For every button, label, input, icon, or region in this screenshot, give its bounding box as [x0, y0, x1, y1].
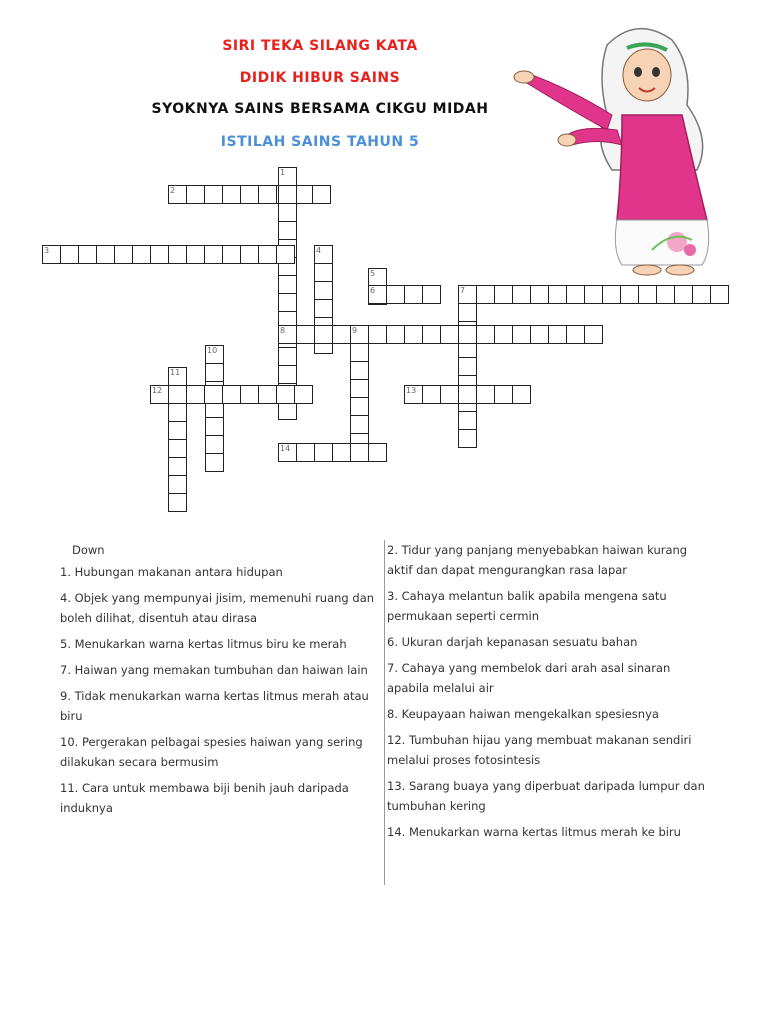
down-clues: [60, 540, 380, 824]
topic-title: ISTILAH SAINS TAHUN 5: [220, 134, 420, 150]
crossword-cell[interactable]: [314, 325, 333, 344]
across-clue: 2. Tidur yang panjang menyebabkan haiwan kurang aktif dan dapat mengurangkan rasa lapar: [387, 543, 688, 577]
crossword-cell[interactable]: [278, 443, 297, 462]
crossword-cell[interactable]: [168, 421, 187, 440]
crossword-cell[interactable]: [476, 385, 495, 404]
crossword-cell[interactable]: [458, 303, 477, 322]
crossword-cell[interactable]: [458, 411, 477, 430]
crossword-cell[interactable]: [204, 245, 223, 264]
crossword-cell[interactable]: [240, 245, 259, 264]
crossword-cell[interactable]: [656, 285, 675, 304]
crossword-cell[interactable]: [530, 325, 549, 344]
clue-number: 12: [152, 386, 163, 395]
clues-section: [0, 540, 768, 900]
crossword-cell[interactable]: [96, 245, 115, 264]
crossword-cell[interactable]: [710, 285, 729, 304]
crossword-cell[interactable]: [512, 285, 531, 304]
crossword-cell[interactable]: [530, 285, 549, 304]
crossword-cell[interactable]: [422, 285, 441, 304]
down-clue: 10. Pergerakan pelbagai spesies haiwan yang sering dilakukan secara bermusim: [60, 735, 363, 769]
crossword-cell[interactable]: [440, 385, 459, 404]
crossword-cell[interactable]: [314, 281, 333, 300]
crossword-cell[interactable]: [205, 363, 224, 382]
crossword-cell[interactable]: [584, 285, 603, 304]
clue-number: 5: [370, 269, 376, 278]
crossword-cell[interactable]: [296, 443, 315, 462]
crossword-cell[interactable]: [205, 417, 224, 436]
crossword-cell[interactable]: [314, 299, 333, 318]
down-clue: 4. Objek yang mempunyai jisim, memenuhi ruang dan boleh dilihat, disentuh atau dirasa: [60, 591, 375, 625]
crossword-cell[interactable]: [205, 435, 224, 454]
crossword-cell[interactable]: [222, 245, 241, 264]
crossword-cell[interactable]: [476, 285, 495, 304]
clue-number: 9: [352, 326, 358, 335]
crossword-cell[interactable]: [422, 325, 441, 344]
crossword-cell[interactable]: [548, 325, 567, 344]
across-clue: 3. Cahaya melantun balik apabila mengena satu permukaan seperti cermin: [387, 589, 667, 623]
crossword-cell[interactable]: [332, 325, 351, 344]
crossword-cell[interactable]: [278, 293, 297, 312]
clue-number: 14: [280, 444, 291, 453]
crossword-cell[interactable]: [386, 285, 405, 304]
crossword-cell[interactable]: [458, 429, 477, 448]
clue-number: 13: [406, 386, 417, 395]
crossword-cell[interactable]: [42, 245, 61, 264]
down-clue: 7. Haiwan yang memakan tumbuhan dan haiwan lain: [60, 663, 368, 677]
crossword-cell[interactable]: [368, 443, 387, 462]
crossword-cell[interactable]: [512, 385, 531, 404]
clue-number: 7: [460, 286, 466, 295]
crossword-cell[interactable]: [440, 325, 459, 344]
crossword-cell[interactable]: [314, 263, 333, 282]
clue-number: 2: [170, 186, 176, 195]
crossword-cell[interactable]: [132, 245, 151, 264]
crossword-cell[interactable]: [350, 343, 369, 362]
down-clue: 5. Menukarkan warna kertas litmus biru ke merah: [60, 637, 347, 651]
crossword-cell[interactable]: [278, 167, 297, 186]
clue-number: 1: [280, 168, 286, 177]
crossword-cell[interactable]: [222, 385, 241, 404]
crossword-cell[interactable]: [168, 185, 187, 204]
across-clue: 7. Cahaya yang membelok dari arah asal sinaran apabila melalui air: [387, 661, 671, 695]
crossword-cell[interactable]: [276, 245, 295, 264]
crossword-cell[interactable]: [205, 453, 224, 472]
crossword-cell[interactable]: [168, 439, 187, 458]
across-clue: 6. Ukuran darjah kepanasan sesuatu bahan: [387, 635, 638, 649]
crossword-cell[interactable]: [278, 203, 297, 222]
teacher-title: SYOKNYA SAINS BERSAMA CIKGU MIDAH: [151, 101, 489, 117]
down-heading: Down: [72, 543, 105, 557]
column-divider: [384, 540, 385, 885]
crossword-cell[interactable]: [566, 325, 585, 344]
clue-number: 3: [44, 246, 50, 255]
crossword-cell[interactable]: [278, 185, 297, 204]
clue-number: 6: [370, 286, 376, 295]
clue-number: 10: [207, 346, 218, 355]
down-clue: 11. Cara untuk membawa biji benih jauh daripada induknya: [60, 781, 349, 815]
crossword-cell[interactable]: [350, 415, 369, 434]
crossword-cell[interactable]: [278, 347, 297, 366]
crossword-cell[interactable]: [186, 185, 205, 204]
crossword-cell[interactable]: [638, 285, 657, 304]
crossword-cell[interactable]: [332, 443, 351, 462]
crossword-cell[interactable]: [368, 325, 387, 344]
crossword-cell[interactable]: [368, 285, 387, 304]
crossword-cell[interactable]: [222, 185, 241, 204]
crossword-cell[interactable]: [476, 325, 495, 344]
crossword-cell[interactable]: [620, 285, 639, 304]
crossword-cell[interactable]: [168, 475, 187, 494]
crossword-cell[interactable]: [204, 185, 223, 204]
crossword-cell[interactable]: [60, 245, 79, 264]
crossword-cell[interactable]: [350, 443, 369, 462]
crossword-cell[interactable]: [404, 385, 423, 404]
crossword-cell[interactable]: [240, 385, 259, 404]
crossword-cell[interactable]: [422, 385, 441, 404]
crossword-cell[interactable]: [494, 325, 513, 344]
crossword-cell[interactable]: [674, 285, 693, 304]
crossword-cell[interactable]: [458, 325, 477, 344]
crossword-cell[interactable]: [258, 385, 277, 404]
crossword-cell[interactable]: [168, 385, 187, 404]
crossword-cell[interactable]: [150, 385, 169, 404]
crossword-cell[interactable]: [78, 245, 97, 264]
crossword-cell[interactable]: [458, 285, 477, 304]
crossword-cell[interactable]: [566, 285, 585, 304]
crossword-cell[interactable]: [240, 185, 259, 204]
crossword-cell[interactable]: [350, 361, 369, 380]
crossword-cell[interactable]: [314, 443, 333, 462]
crossword-cell[interactable]: [404, 285, 423, 304]
crossword-cell[interactable]: [512, 325, 531, 344]
across-clue: 8. Keupayaan haiwan mengekalkan spesiesnya: [387, 707, 659, 721]
crossword-cell[interactable]: [276, 385, 295, 404]
crossword-cell[interactable]: [350, 325, 369, 344]
crossword-cell[interactable]: [548, 285, 567, 304]
crossword-cell[interactable]: [278, 221, 297, 240]
crossword-cell[interactable]: [458, 357, 477, 376]
crossword-cell[interactable]: [258, 185, 277, 204]
crossword-cell[interactable]: [186, 385, 205, 404]
crossword-cell[interactable]: [278, 365, 297, 384]
crossword-cell[interactable]: [494, 285, 513, 304]
crossword-cell[interactable]: [168, 367, 187, 386]
across-clue: 14. Menukarkan warna kertas litmus merah ke biru: [387, 825, 681, 839]
crossword-cell[interactable]: [584, 325, 603, 344]
clue-number: 8: [280, 326, 286, 335]
crossword-cell[interactable]: [458, 385, 477, 404]
across-clue: 13. Sarang buaya yang diperbuat daripada lumpur dan tumbuhan kering: [387, 779, 705, 813]
clue-number: 4: [316, 246, 322, 255]
crossword-cell[interactable]: [692, 285, 711, 304]
crossword-cell[interactable]: [168, 245, 187, 264]
crossword-cell[interactable]: [278, 275, 297, 294]
across-clues: [387, 540, 707, 848]
crossword-cell[interactable]: [258, 245, 277, 264]
crossword-cell[interactable]: [168, 457, 187, 476]
down-clue: 9. Tidak menukarkan warna kertas litmus merah atau biru: [60, 689, 369, 723]
teacher-illustration: [512, 20, 742, 280]
crossword-cell[interactable]: [204, 385, 223, 404]
crossword-cell[interactable]: [350, 397, 369, 416]
crossword-cell[interactable]: [494, 385, 513, 404]
crossword-cell[interactable]: [312, 185, 331, 204]
crossword-cell[interactable]: [278, 325, 297, 344]
series-subtitle: DIDIK HIBUR SAINS: [239, 70, 401, 86]
crossword-cell[interactable]: [350, 379, 369, 398]
crossword-cell[interactable]: [294, 385, 313, 404]
crossword-cell[interactable]: [168, 403, 187, 422]
crossword-cell[interactable]: [186, 245, 205, 264]
crossword-cell[interactable]: [314, 245, 333, 264]
crossword-cell[interactable]: [114, 245, 133, 264]
across-clue: 12. Tumbuhan hijau yang membuat makanan sendiri melalui proses fotosintesis: [387, 733, 692, 767]
crossword-cell[interactable]: [386, 325, 405, 344]
series-title: SIRI TEKA SILANG KATA: [222, 38, 418, 54]
down-clue: 1. Hubungan makanan antara hidupan: [60, 565, 283, 579]
crossword-cell[interactable]: [168, 493, 187, 512]
crossword-cell[interactable]: [602, 285, 621, 304]
crossword-cell[interactable]: [205, 345, 224, 364]
clue-number: 11: [170, 368, 181, 377]
crossword-cell[interactable]: [150, 245, 169, 264]
crossword-cell[interactable]: [296, 325, 315, 344]
crossword-cell[interactable]: [404, 325, 423, 344]
